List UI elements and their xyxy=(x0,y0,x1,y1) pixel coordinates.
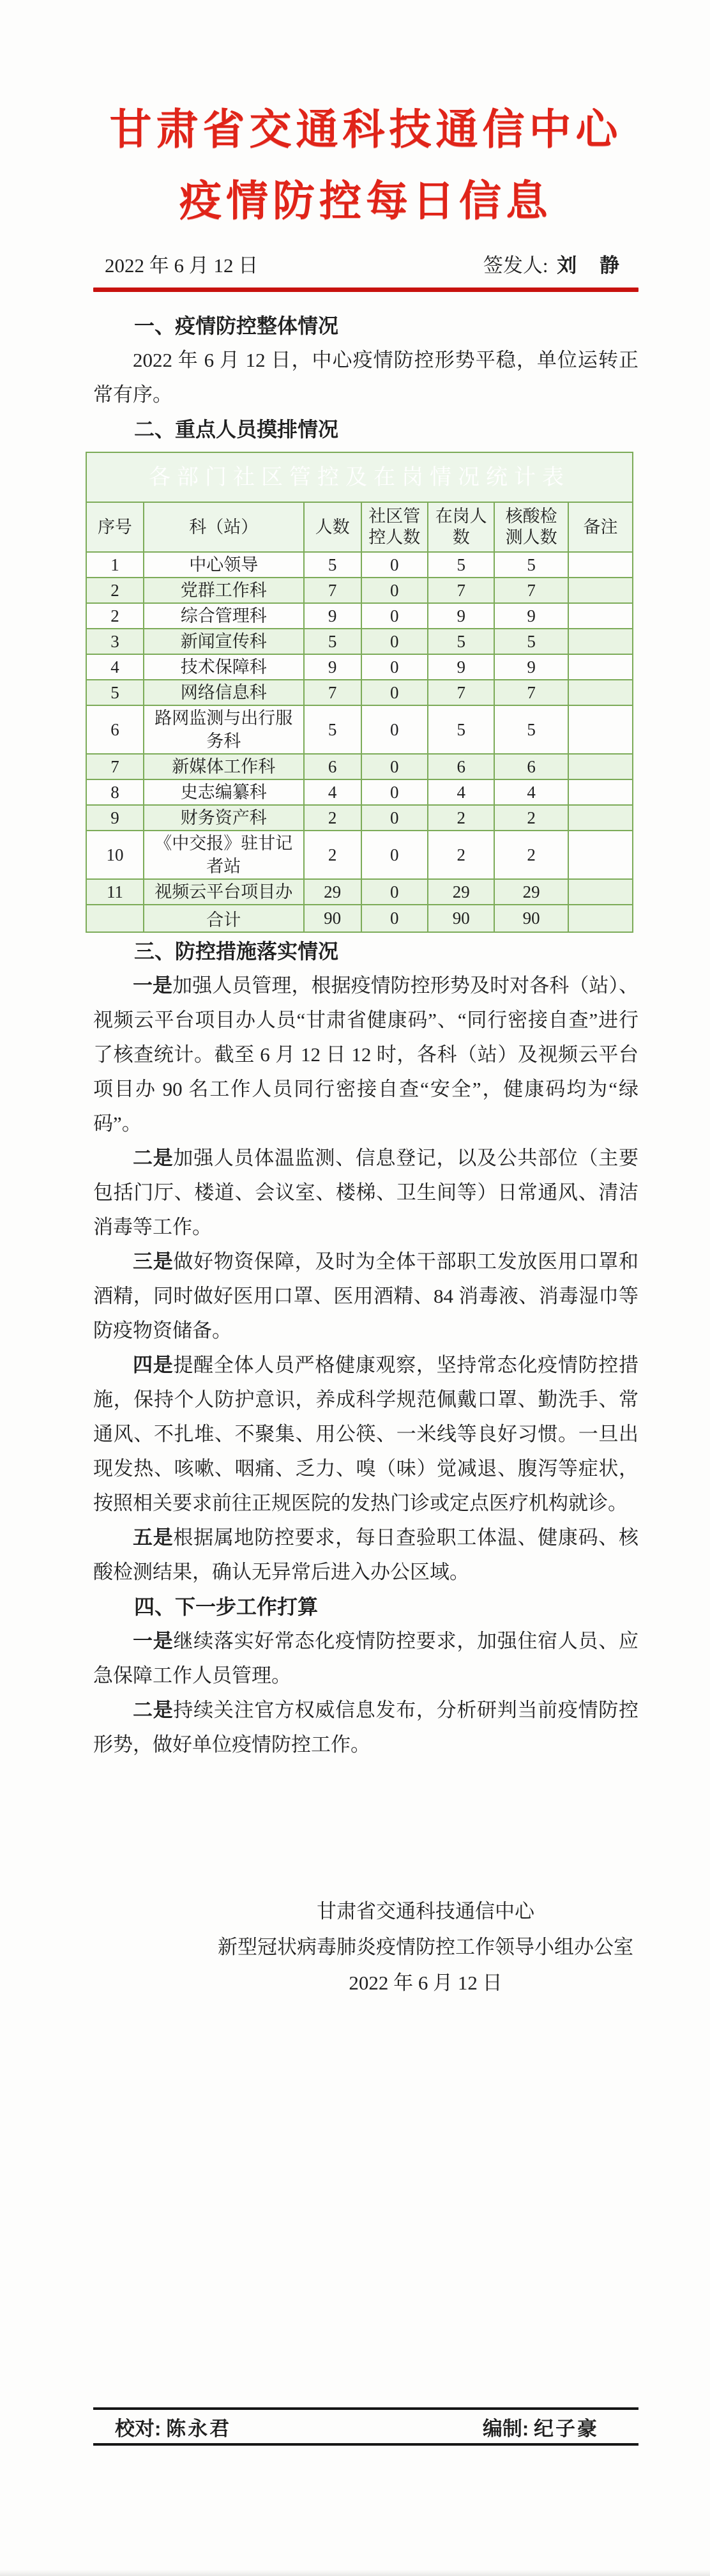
cell-nucleic-test: 7 xyxy=(494,578,568,603)
section-1-heading: 一、疫情防控整体情况 xyxy=(134,314,339,337)
stats-table-header-cell: 备注 xyxy=(568,502,633,552)
total-row xyxy=(86,905,633,932)
stats-table-header-cell: 社区管控人数 xyxy=(361,502,428,552)
plan-paragraphs xyxy=(93,1624,638,1762)
cell-community-control: 0 xyxy=(361,654,428,680)
stats-table-header-cell: 序号 xyxy=(86,502,144,552)
cell-remark xyxy=(568,831,633,879)
cell-headcount: 9 xyxy=(304,654,361,680)
cell-on-duty: 29 xyxy=(428,879,494,905)
cell-community-control: 0 xyxy=(361,754,428,779)
cell-community-control: 0 xyxy=(361,578,428,603)
measure-lead: 三是 xyxy=(133,1250,174,1273)
cell-community-control: 0 xyxy=(361,779,428,805)
cell-headcount: 4 xyxy=(304,779,361,805)
cell-headcount: 7 xyxy=(304,578,361,603)
total-cell-on-duty: 90 xyxy=(428,905,494,932)
cell-community-control: 0 xyxy=(361,680,428,705)
cell-community-control: 0 xyxy=(361,805,428,831)
table-row xyxy=(86,831,633,879)
table-row xyxy=(86,629,633,654)
cell-community-control: 0 xyxy=(361,552,428,578)
total-cell-community-control: 0 xyxy=(361,905,428,932)
cell-on-duty: 6 xyxy=(428,754,494,779)
cell-community-control: 0 xyxy=(361,603,428,629)
cell-index: 8 xyxy=(86,779,144,805)
stats-table xyxy=(86,452,633,933)
cell-index: 1 xyxy=(86,552,144,578)
stats-table-header-cell: 在岗人数 xyxy=(428,502,494,552)
stats-table-body xyxy=(86,552,633,905)
cell-headcount: 5 xyxy=(304,629,361,654)
measure-paragraph xyxy=(93,1521,638,1590)
stats-table-header-row xyxy=(86,502,633,552)
cell-index: 2 xyxy=(86,603,144,629)
table-row xyxy=(86,879,633,905)
cell-department: 党群工作科 xyxy=(144,578,304,603)
cell-nucleic-test: 2 xyxy=(494,805,568,831)
measure-paragraph xyxy=(93,969,638,1141)
signature-block xyxy=(218,1894,633,2001)
footer-bar xyxy=(93,2407,638,2446)
total-cell-headcount: 90 xyxy=(304,905,361,932)
meta-row xyxy=(93,252,638,280)
cell-remark xyxy=(568,680,633,705)
cell-department: 史志编纂科 xyxy=(144,779,304,805)
measure-text: 做好物资保障，及时为全体干部职工发放医用口罩和酒精，同时做好医用口罩、医用酒精、84 消毒液、消毒湿巾等防疫物资储备。 xyxy=(93,1250,639,1342)
plan-paragraph xyxy=(93,1624,638,1693)
cell-community-control: 0 xyxy=(361,629,428,654)
cell-index: 11 xyxy=(86,879,144,905)
table-row xyxy=(86,552,633,578)
cell-on-duty: 5 xyxy=(428,705,494,754)
compiler-label: 编制: xyxy=(482,2417,529,2440)
cell-index: 9 xyxy=(86,805,144,831)
cell-remark xyxy=(568,879,633,905)
cell-nucleic-test: 9 xyxy=(494,603,568,629)
cell-on-duty: 5 xyxy=(428,552,494,578)
cell-on-duty: 4 xyxy=(428,779,494,805)
stats-table-header-cell: 科（站） xyxy=(144,502,304,552)
total-cell-remark xyxy=(568,905,633,932)
cell-department: 技术保障科 xyxy=(144,654,304,680)
cell-department: 新闻宣传科 xyxy=(144,629,304,654)
issuer-name: 刘 静 xyxy=(557,254,628,277)
measure-text: 提醒全体人员严格健康观察，坚持常态化疫情防控措施，保持个人防护意识，养成科学规范佩戴口罩、勤洗手、常通风、不扎堆、不聚集、用公筷、一米线等良好习惯。一旦出现发热、咳嗽、咽痛、乏力、嗅（味）觉减退、腹泻等症状，按照相关要求前往正规医院的发热门诊或定点医疗机构就诊。 xyxy=(93,1354,639,1514)
compiler xyxy=(483,2412,599,2441)
section-1-paragraph: 2022 年 6 月 12 日，中心疫情防控形势平稳，单位运转正常有序。 xyxy=(93,349,638,406)
cell-department: 中心领导 xyxy=(144,552,304,578)
stats-table-header-cell: 核酸检测人数 xyxy=(494,502,568,552)
cell-headcount: 2 xyxy=(304,831,361,879)
cell-headcount: 5 xyxy=(304,552,361,578)
signature-org-line2: 新型冠状病毒肺炎疫情防控工作领导小组办公室 xyxy=(218,1936,633,1958)
cell-on-duty: 9 xyxy=(428,654,494,680)
stats-table-title: 各部门社区管控及在岗情况统计表 xyxy=(86,452,633,502)
cell-index: 2 xyxy=(86,578,144,603)
cell-department: 综合管理科 xyxy=(144,603,304,629)
measure-text: 加强人员体温监测、信息登记，以及公共部位（主要包括门厅、楼道、会议室、楼梯、卫生间等）日常通风、清洁消毒等工作。 xyxy=(93,1147,639,1238)
signature-date: 2022 年 6 月 12 日 xyxy=(349,1972,502,1994)
issuer-label: 签发人: xyxy=(483,254,548,277)
cell-headcount: 9 xyxy=(304,603,361,629)
cell-headcount: 5 xyxy=(304,705,361,754)
measure-paragraph xyxy=(93,1348,638,1521)
proofreader-name: 陈永君 xyxy=(166,2417,232,2440)
cell-index: 7 xyxy=(86,754,144,779)
cell-department: 路网监测与出行服务科 xyxy=(144,705,304,754)
compiler-name: 纪子豪 xyxy=(534,2417,599,2440)
table-row xyxy=(86,654,633,680)
stats-table-foot xyxy=(86,905,633,932)
plan-lead: 一是 xyxy=(133,1630,174,1652)
measures-paragraphs xyxy=(93,969,638,1590)
total-cell-nucleic-test: 90 xyxy=(494,905,568,932)
cell-community-control: 0 xyxy=(361,879,428,905)
cell-nucleic-test: 29 xyxy=(494,879,568,905)
document-title-line2: 疫情防控每日信息 xyxy=(179,178,552,225)
cell-index: 3 xyxy=(86,629,144,654)
measure-lead: 二是 xyxy=(133,1147,174,1169)
cell-nucleic-test: 2 xyxy=(494,831,568,879)
measure-paragraph xyxy=(93,1141,638,1245)
cell-on-duty: 5 xyxy=(428,629,494,654)
cell-community-control: 0 xyxy=(361,831,428,879)
cell-nucleic-test: 4 xyxy=(494,779,568,805)
cell-headcount: 2 xyxy=(304,805,361,831)
measure-paragraph xyxy=(93,1245,638,1348)
cell-nucleic-test: 5 xyxy=(494,552,568,578)
page-bottom-edge xyxy=(0,2570,710,2576)
measure-lead: 五是 xyxy=(133,1526,174,1549)
stats-table-header-cell: 人数 xyxy=(304,502,361,552)
cell-index: 10 xyxy=(86,831,144,879)
cell-remark xyxy=(568,629,633,654)
document-date: 2022 年 6 月 12 日 xyxy=(105,254,259,277)
cell-remark xyxy=(568,705,633,754)
stats-table-title-row xyxy=(86,452,633,502)
cell-nucleic-test: 7 xyxy=(494,680,568,705)
section-4-heading: 四、下一步工作打算 xyxy=(134,1595,319,1618)
stats-table-head xyxy=(86,452,633,552)
cell-index: 6 xyxy=(86,705,144,754)
proofreader-label: 校对: xyxy=(115,2417,162,2440)
cell-on-duty: 9 xyxy=(428,603,494,629)
cell-remark xyxy=(568,779,633,805)
cell-department: 《中交报》驻甘记者站 xyxy=(144,831,304,879)
red-divider-rule xyxy=(93,288,638,292)
cell-department: 新媒体工作科 xyxy=(144,754,304,779)
cell-nucleic-test: 6 xyxy=(494,754,568,779)
table-row xyxy=(86,578,633,603)
cell-remark xyxy=(568,578,633,603)
plan-paragraph xyxy=(93,1693,638,1762)
document-title xyxy=(93,95,638,238)
table-row xyxy=(86,805,633,831)
section-2-heading: 二、重点人员摸排情况 xyxy=(134,418,339,441)
cell-on-duty: 7 xyxy=(428,680,494,705)
cell-on-duty: 2 xyxy=(428,805,494,831)
section-3-heading: 三、防控措施落实情况 xyxy=(134,940,339,963)
measure-lead: 一是 xyxy=(133,974,173,997)
cell-community-control: 0 xyxy=(361,705,428,754)
cell-remark xyxy=(568,754,633,779)
cell-index: 4 xyxy=(86,654,144,680)
table-row xyxy=(86,705,633,754)
table-row xyxy=(86,779,633,805)
cell-nucleic-test: 5 xyxy=(494,705,568,754)
cell-nucleic-test: 9 xyxy=(494,654,568,680)
cell-headcount: 6 xyxy=(304,754,361,779)
cell-headcount: 29 xyxy=(304,879,361,905)
signature-org-line1: 甘肃省交通科技通信中心 xyxy=(317,1900,534,1922)
plan-text: 继续落实好常态化疫情防控要求，加强住宿人员、应急保障工作人员管理。 xyxy=(93,1630,639,1687)
cell-remark xyxy=(568,654,633,680)
total-cell-index xyxy=(86,905,144,932)
footer-inner xyxy=(93,2410,638,2443)
cell-remark xyxy=(568,805,633,831)
measure-text: 根据属地防控要求，每日查验职工体温、健康码、核酸检测结果，确认无异常后进入办公区域。 xyxy=(93,1526,639,1583)
cell-department: 网络信息科 xyxy=(144,680,304,705)
table-row xyxy=(86,603,633,629)
table-row xyxy=(86,754,633,779)
cell-nucleic-test: 5 xyxy=(494,629,568,654)
plan-text: 持续关注官方权威信息发布，分析研判当前疫情防控形势，做好单位疫情防控工作。 xyxy=(93,1699,639,1756)
table-row xyxy=(86,680,633,705)
measure-text: 加强人员管理，根据疫情防控形势及时对各科（站）、视频云平台项目办人员“甘肃省健康码”、“同行密接自查”进行了核查统计。截至 6 月 12 日 12 时，各科（站）及视频云平台项目办 90 名工作人员同行密接自查“安全”，健康码均为“绿码”。 xyxy=(93,974,639,1135)
cell-department: 财务资产科 xyxy=(144,805,304,831)
measure-lead: 四是 xyxy=(133,1354,174,1376)
total-cell-label: 合计 xyxy=(144,905,304,932)
cell-remark xyxy=(568,552,633,578)
cell-on-duty: 7 xyxy=(428,578,494,603)
cell-headcount: 7 xyxy=(304,680,361,705)
cell-remark xyxy=(568,603,633,629)
issuer xyxy=(483,252,628,280)
cell-department: 视频云平台项目办 xyxy=(144,879,304,905)
proofreader xyxy=(115,2412,231,2441)
plan-lead: 二是 xyxy=(133,1699,174,1721)
cell-on-duty: 2 xyxy=(428,831,494,879)
cell-index: 5 xyxy=(86,680,144,705)
document-title-line1: 甘肃省交通科技通信中心 xyxy=(109,107,623,153)
